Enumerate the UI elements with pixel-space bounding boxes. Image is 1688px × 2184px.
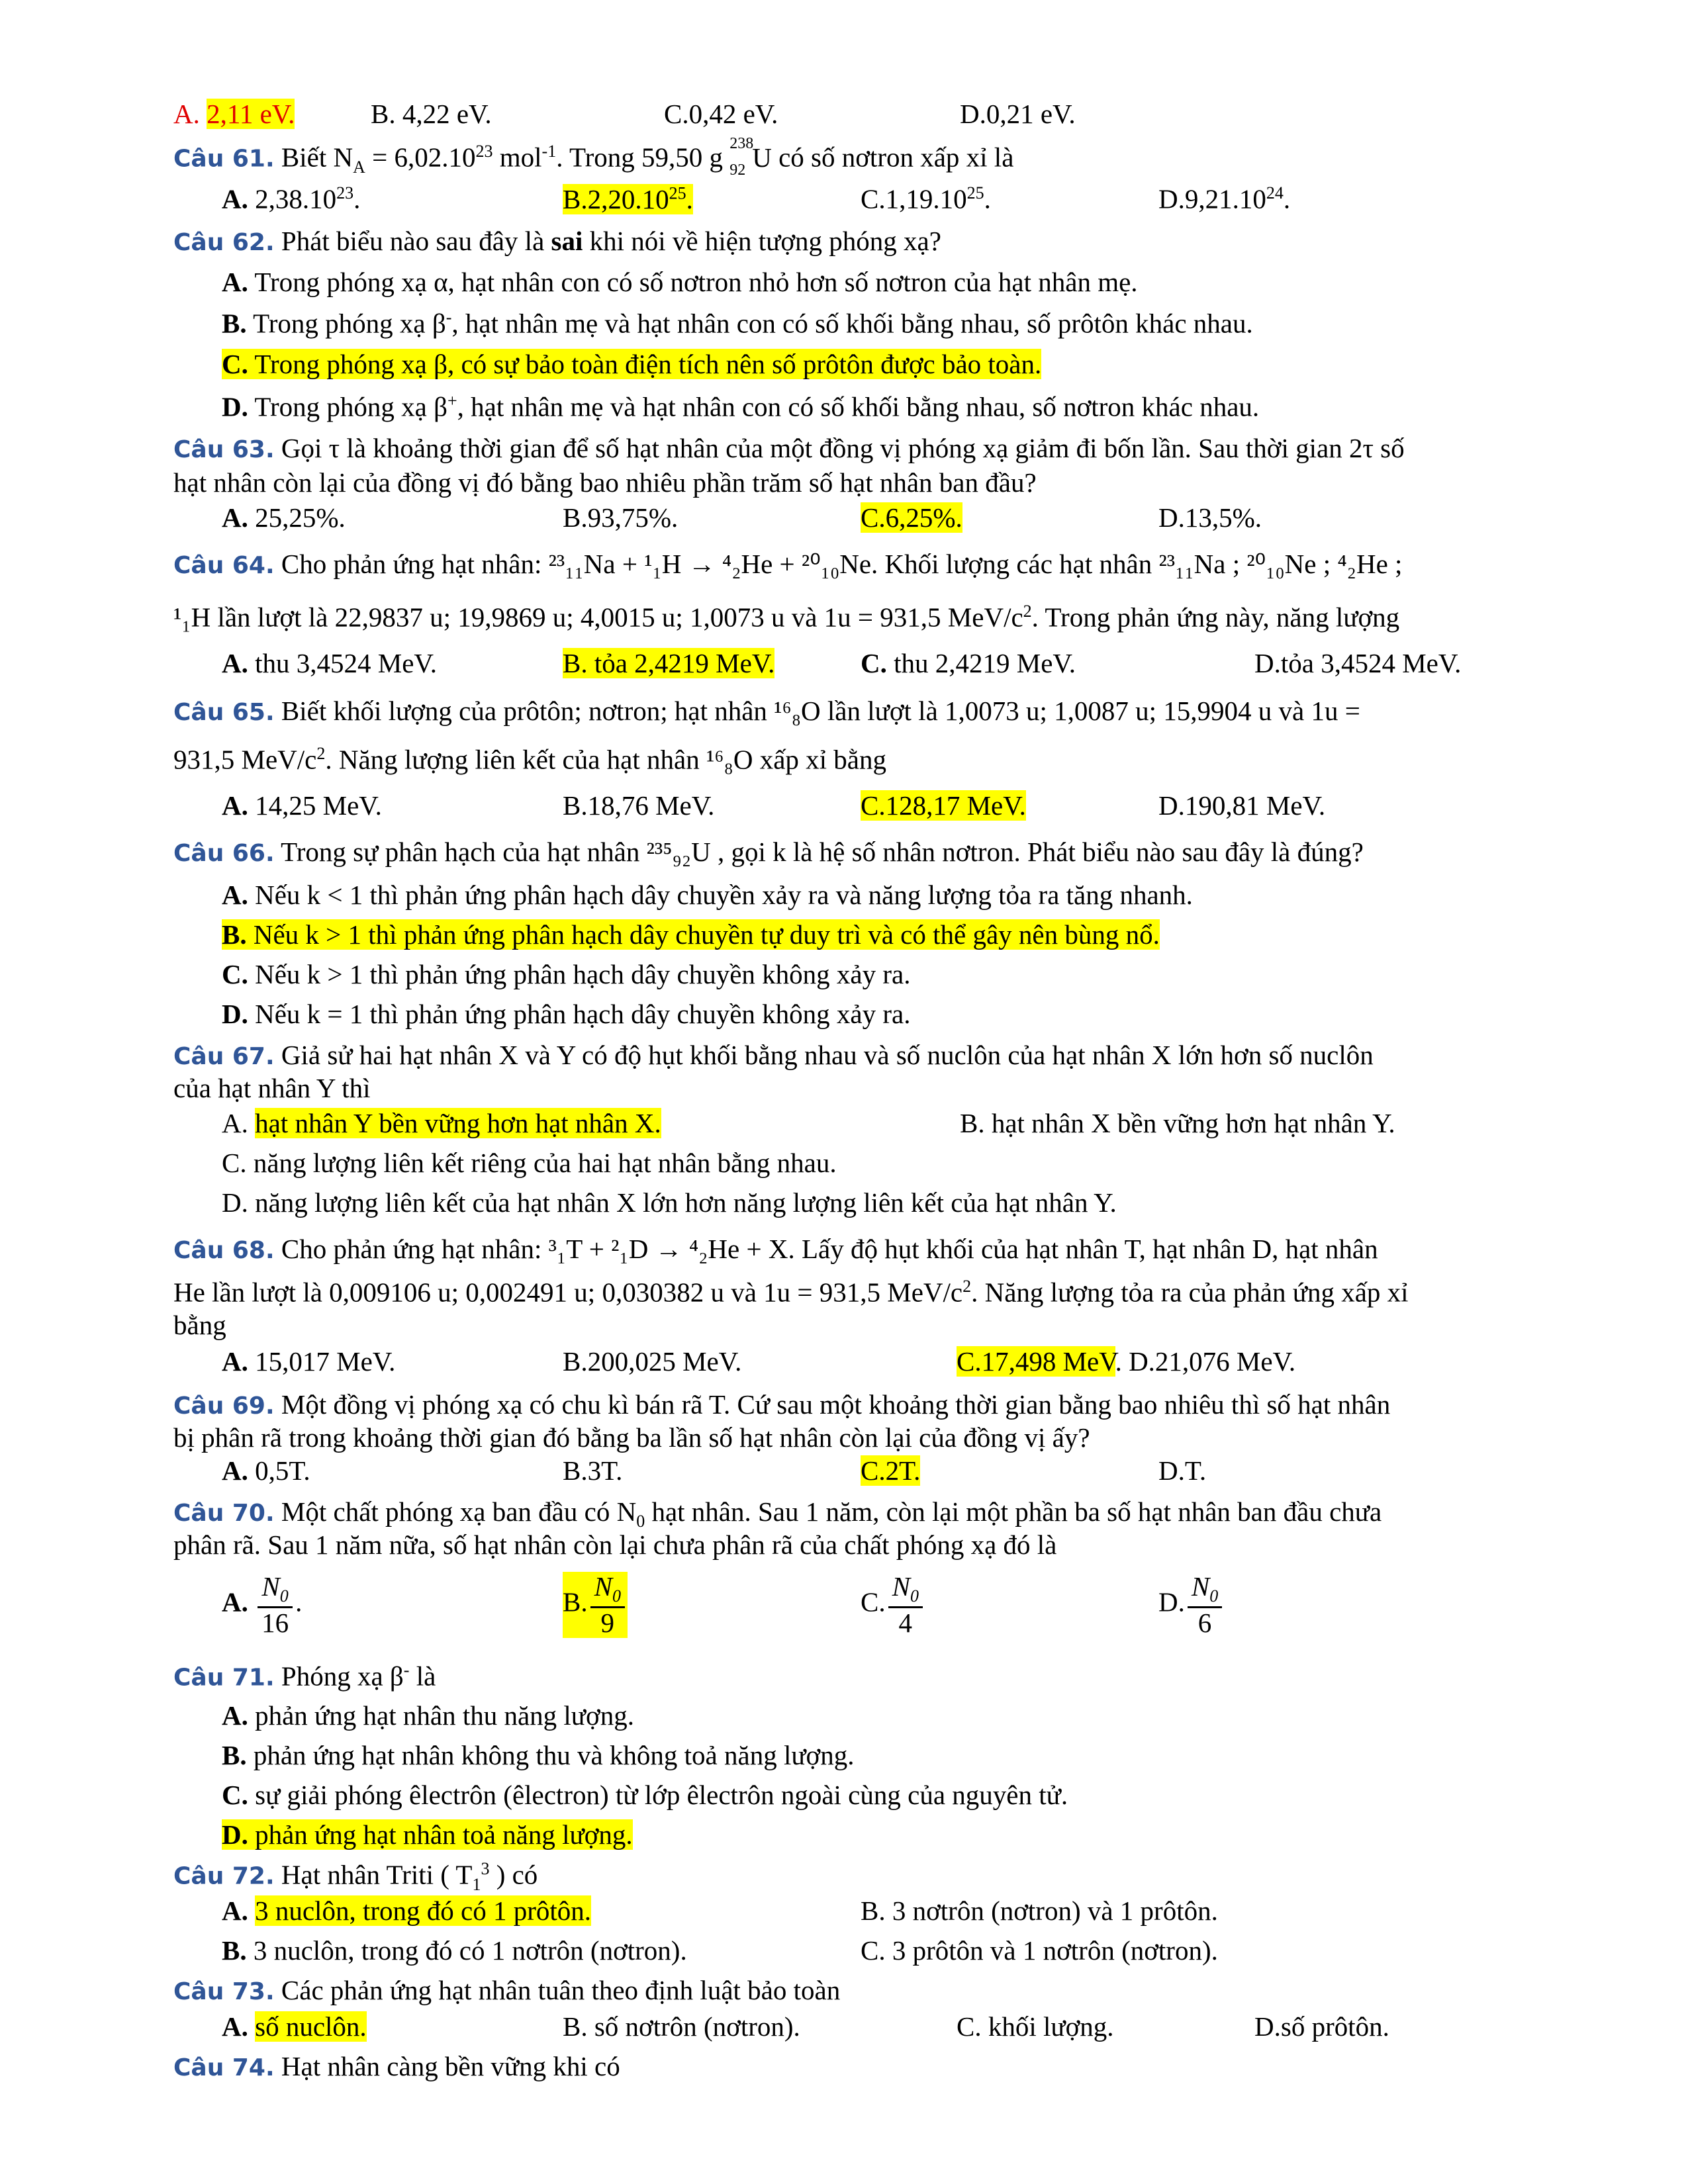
value: 25,25%. — [255, 502, 346, 533]
end: . — [984, 183, 991, 214]
label: B. — [222, 919, 247, 950]
q68-stem-1 — [173, 1234, 1378, 1264]
value: 15,017 MeV. — [255, 1346, 396, 1377]
label: A. — [222, 1586, 248, 1617]
text: Phát biểu nào sau đây là — [274, 226, 551, 256]
label: C. — [222, 349, 248, 379]
q73-option-c: C. khối lượng. — [957, 2011, 1114, 2042]
value: C.2T. — [861, 1455, 921, 1486]
q63-option-b: B.93,75%. — [563, 502, 679, 533]
label: D. — [1158, 1586, 1185, 1617]
label: A. — [222, 1700, 248, 1731]
q61-stem — [173, 134, 1014, 179]
mass-number: 238 — [729, 134, 754, 152]
sup: - — [445, 308, 452, 327]
value: , hạt nhân mẹ và hạt nhân con có số khối bằng nhau, số prôtôn khác nhau. — [451, 308, 1253, 339]
q68-option-a — [222, 1347, 395, 1377]
sub: 0 — [1209, 1586, 1219, 1606]
q67-option-a — [222, 1109, 661, 1138]
q63-stem-2: hạt nhân còn lại của đồng vị đó bằng bao nhiêu phần trăm số hạt nhân ban đầu? — [173, 467, 1037, 498]
q73-option-d: D.số prôtôn. — [1254, 2011, 1389, 2042]
sub: 0 — [636, 1512, 645, 1531]
q66-stem — [173, 837, 1364, 867]
label: A. — [222, 1895, 248, 1926]
question-number: Câu 69. — [173, 1392, 275, 1420]
question-number: Câu 62. — [173, 229, 275, 256]
q61-sup-1: 23 — [475, 142, 493, 161]
q68-option-b: B.200,025 MeV. — [563, 1346, 742, 1377]
value: Nếu k > 1 thì phản ứng phân hạch dây chuyền tự duy trì và có thể gây nên bùng nổ. — [253, 919, 1160, 950]
q64-option-c — [861, 649, 1076, 678]
q70-option-c — [861, 1572, 925, 1638]
q70-stem-1 — [173, 1497, 1382, 1531]
q63-option-c — [861, 503, 962, 533]
q65-stem-2 — [173, 745, 886, 775]
q61-sub: A — [353, 157, 365, 177]
q67-option-b: B. hạt nhân X bền vững hơn hạt nhân Y. — [960, 1108, 1395, 1138]
q71-stem — [173, 1661, 436, 1692]
value: D.9,21.10 — [1158, 183, 1266, 214]
sup: 3 — [481, 1859, 490, 1878]
question-number: Câu 72. — [173, 1862, 275, 1890]
q67-option-c: C. năng lượng liên kết riêng của hai hạt nhân bằng nhau. — [222, 1148, 837, 1178]
sup: 2 — [316, 744, 326, 763]
sub: 0 — [612, 1586, 621, 1606]
hydrogen-nuclide: ¹₁H — [173, 602, 211, 633]
q62-option-c — [222, 349, 1041, 379]
text: He lần lượt là 0,009106 u; 0,002491 u; 0,030382 u và 1u = 931,5 MeV/c — [173, 1277, 963, 1308]
value: Trong phóng xạ β — [254, 391, 447, 422]
value: C.128,17 MeV. — [861, 790, 1026, 821]
q71-option-c — [222, 1780, 1068, 1810]
fraction — [1188, 1572, 1222, 1638]
label: A. — [222, 1455, 248, 1486]
q60-option-a: 2,11 eV. — [207, 99, 295, 129]
label: D. — [222, 391, 248, 422]
q68-option-c — [957, 1347, 1295, 1377]
numerator: N — [1191, 1571, 1210, 1602]
value: Trong phóng xạ β — [253, 308, 446, 339]
label: C. — [222, 959, 248, 989]
q65-option-c — [861, 791, 1026, 821]
q73-stem — [173, 1976, 840, 2005]
text: . Lấy độ hụt khối của hạt nhân T, hạt nhân D, hạt nhân — [788, 1234, 1378, 1264]
q68-stem-3: bằng — [173, 1310, 226, 1340]
value: 3 nuclôn, trong đó có 1 prôtôn. — [255, 1895, 591, 1926]
q72-option-c: C. 3 prôtôn và 1 nơtrôn (nơtron). — [861, 1935, 1218, 1966]
label: D. — [222, 999, 248, 1029]
question-number: Câu 63. — [173, 436, 275, 463]
text: Cho phản ứng hạt nhân: — [274, 1234, 549, 1264]
q61-text-3: mol — [492, 142, 542, 173]
numerator: N — [594, 1571, 612, 1602]
q66-option-b — [222, 920, 1160, 950]
q65-option-d: D.190,81 MeV. — [1158, 790, 1326, 821]
q61-text-2: = 6,02.10 — [365, 142, 476, 173]
text: . Năng lượng tỏa ra của phản ứng xấp xỉ — [971, 1277, 1409, 1308]
value: , hạt nhân mẹ và hạt nhân con có số khối bằng nhau, số nơtron khác nhau. — [457, 391, 1260, 422]
q67-stem-1 — [173, 1040, 1374, 1070]
value: C.17,498 MeV — [957, 1346, 1115, 1377]
q61-text-5: có số nơtron xấp xỉ là — [771, 142, 1014, 173]
text: xấp xỉ bằng — [753, 744, 887, 775]
label: C. — [861, 1586, 886, 1617]
q72-stem — [173, 1860, 538, 1894]
q69-option-a — [222, 1456, 310, 1486]
denominator: 9 — [600, 1607, 615, 1638]
reaction-equation: ³₁T + ²₁D → ⁴₂He + X — [548, 1234, 788, 1264]
text: Hạt nhân càng bền vững khi có — [274, 2051, 620, 2081]
q72-option-b-right: B. 3 nơtrôn (nơtron) và 1 prôtôn. — [861, 1895, 1218, 1926]
q72-option-b — [222, 1936, 687, 1966]
sup: - — [403, 1661, 410, 1680]
end: . — [353, 183, 361, 214]
sup: 23 — [336, 183, 354, 203]
question-number: Câu 73. — [173, 1978, 275, 2005]
value: Trong phóng xạ α, hạt nhân con có số nơtron nhỏ hơn số nơtron của hạt nhân mẹ. — [254, 267, 1138, 297]
text: . Trong phản ứng này, năng lượng — [1031, 602, 1400, 633]
q73-option-a — [222, 2012, 367, 2042]
text: 931,5 MeV/c — [173, 744, 317, 775]
label: A. — [222, 2011, 248, 2042]
q66-option-a — [222, 880, 1193, 910]
q62-option-d — [222, 392, 1259, 422]
q64-stem-2 — [173, 602, 1399, 633]
fraction — [888, 1572, 923, 1638]
end: . — [1283, 183, 1291, 214]
fraction — [258, 1572, 293, 1638]
q63-stem-1 — [173, 433, 1405, 463]
text: khi nói về hiện tượng phóng xạ? — [583, 226, 941, 256]
numerator: N — [892, 1571, 910, 1602]
question-number: Câu 74. — [173, 2054, 275, 2081]
emphasis: sai — [551, 226, 583, 256]
text: Gọi τ là khoảng thời gian để số hạt nhân của một đồng vị phóng xạ giảm đi bốn lần. Sau thời gian 2τ số — [274, 433, 1405, 463]
value: phản ứng hạt nhân toả năng lượng. — [255, 1819, 633, 1850]
q64-option-b — [563, 649, 774, 678]
sup: + — [447, 391, 457, 410]
q61-text-1: Biết N — [274, 142, 353, 173]
value: C.6,25%. — [861, 502, 962, 533]
q61-text-4: . Trong 59,50 g — [556, 142, 730, 173]
q66-option-c — [222, 960, 910, 989]
q65-option-b: B.18,76 MeV. — [563, 790, 715, 821]
label: B. — [222, 1935, 247, 1966]
label: D. — [222, 1819, 248, 1850]
value: thu 2,4219 MeV. — [894, 648, 1076, 678]
question-number: Câu 68. — [173, 1237, 275, 1264]
text: Trong sự phân hạch của hạt nhân — [274, 837, 647, 867]
q61-option-b — [563, 184, 693, 214]
q64-option-d: D.tỏa 3,4524 MeV. — [1254, 648, 1462, 678]
q65-stem-1 — [173, 696, 1360, 726]
text: Một chất phóng xạ ban đầu có N — [274, 1496, 637, 1527]
q68-option-d: D.21,076 MeV. — [1121, 1346, 1296, 1377]
symbol: T — [455, 1859, 473, 1890]
q61-option-d — [1158, 184, 1290, 214]
text: Một đồng vị phóng xạ có chu kì bán rã T. Cứ sau một khoảng thời gian bằng bao nhiêu thì số hạt nhân — [274, 1389, 1391, 1420]
value: B. tỏa 2,4219 MeV. — [563, 648, 775, 678]
q64-stem-1 — [173, 549, 1402, 579]
q71-option-b — [222, 1741, 855, 1770]
q71-option-a — [222, 1701, 634, 1731]
value: phản ứng hạt nhân không thu và không toả năng lượng. — [253, 1740, 855, 1770]
label: A. — [222, 267, 248, 297]
text: , gọi k là hệ số nhân nơtron. Phát biểu nào sau đây là đúng? — [710, 837, 1364, 867]
q62-stem — [173, 226, 941, 256]
label: A. — [222, 790, 248, 821]
end: . — [1115, 1346, 1122, 1377]
value: Nếu k > 1 thì phản ứng phân hạch dây chuyền không xảy ra. — [255, 959, 911, 989]
sub: 0 — [279, 1586, 289, 1606]
value: sự giải phóng êlectrôn (êlectron) từ lớp êlectrôn ngoài cùng của nguyên tử. — [255, 1780, 1068, 1810]
oxygen-nuclide: ¹⁶₈O — [706, 744, 753, 775]
end: . — [686, 183, 693, 214]
label: A. — [222, 1346, 248, 1377]
oxygen-nuclide: ¹⁶₈O — [774, 696, 821, 726]
reaction-equation: ²³₁₁Na + ¹₁H → ⁴₂He + ²⁰₁₀Ne — [548, 549, 872, 579]
q70-option-b — [563, 1572, 628, 1638]
denominator: 6 — [1197, 1607, 1212, 1638]
question-number: Câu 61. — [173, 145, 275, 173]
symbol: U — [752, 142, 772, 173]
q60-option-d: D.0,21 eV. — [960, 99, 1076, 129]
denominator: 16 — [261, 1607, 289, 1638]
question-number: Câu 65. — [173, 699, 275, 726]
sup: 2 — [1023, 602, 1032, 621]
sup: 25 — [669, 183, 686, 203]
q60-option-a-label: A. — [173, 99, 207, 129]
question-number: Câu 66. — [173, 840, 275, 867]
text: Biết khối lượng của prôtôn; nơtron; hạt nhân — [274, 696, 774, 726]
label: A. — [222, 880, 248, 910]
q71-option-d — [222, 1820, 633, 1850]
text: Hạt nhân Triti ( — [274, 1859, 456, 1890]
label: B. — [222, 308, 247, 339]
text: lần lượt là 1,0073 u; 1,0087 u; 15,9904 u và 1u = — [820, 696, 1360, 726]
q61-sup-2: -1 — [541, 142, 557, 161]
uranium-nuclide — [729, 134, 772, 179]
value: phản ứng hạt nhân thu năng lượng. — [255, 1700, 634, 1731]
text: hạt nhân. Sau 1 năm, còn lại một phần ba số hạt nhân ban đầu chưa — [645, 1496, 1382, 1527]
q61-option-c — [861, 184, 991, 214]
question-number: Câu 71. — [173, 1664, 275, 1692]
text: Các phản ứng hạt nhân tuân theo định luật bảo toàn — [274, 1975, 841, 2005]
text: Giả sử hai hạt nhân X và Y có độ hụt khối bằng nhau và số nuclôn của hạt nhân X lớn hơn số nuclôn — [274, 1040, 1374, 1070]
q62-option-a — [222, 267, 1138, 297]
q69-option-d: D.T. — [1158, 1455, 1207, 1486]
q70-option-d — [1158, 1572, 1225, 1638]
value: 3 nuclôn, trong đó có 1 nơtrôn (nơtron). — [253, 1935, 687, 1966]
text: Cho phản ứng hạt nhân: — [274, 549, 549, 579]
q70-option-a: A. $\frac{N_0}{16}$ . — [222, 1571, 303, 1638]
value: Trong phóng xạ β, có sự bảo toàn điện tích nên số prôtôn được bảo toàn. — [254, 349, 1042, 379]
sup: 2 — [962, 1277, 972, 1296]
label: A. — [222, 1108, 256, 1138]
q63-option-d: D.13,5%. — [1158, 502, 1262, 533]
uranium-nuclide: ²³⁵₉₂U — [646, 837, 711, 867]
value: Nếu k < 1 thì phản ứng phân hạch dây chuyền xảy ra và năng lượng tỏa ra tăng nhanh. — [255, 880, 1193, 910]
denominator: 4 — [898, 1607, 913, 1638]
value: 0,5T. — [255, 1455, 310, 1486]
q60-option-b: B. 4,22 eV. — [371, 99, 492, 129]
sub: 0 — [910, 1586, 919, 1606]
value: C.1,19.10 — [861, 183, 967, 214]
sub: 1 — [472, 1874, 481, 1894]
value: Nếu k = 1 thì phản ứng phân hạch dây chuyền không xảy ra. — [255, 999, 911, 1029]
q62-option-b — [222, 308, 1253, 339]
value: 14,25 MeV. — [255, 790, 382, 821]
value: số nuclôn. — [255, 2011, 367, 2042]
value: thu 3,4524 MeV. — [255, 648, 437, 678]
label: C. — [861, 648, 887, 678]
q69-option-c — [861, 1456, 920, 1486]
nuclides: ²³₁₁Na ; ²⁰₁₀Ne ; ⁴₂He ; — [1158, 549, 1403, 579]
q69-option-b: B.3T. — [563, 1455, 623, 1486]
atomic-number: 92 — [729, 161, 746, 179]
q67-stem-2: của hạt nhân Y thì — [173, 1073, 371, 1103]
q67-option-d: D. năng lượng liên kết của hạt nhân X lớn hơn năng lượng liên kết của hạt nhân Y. — [222, 1187, 1117, 1218]
question-number: Câu 70. — [173, 1500, 275, 1527]
label-a: A. — [222, 183, 248, 214]
q65-option-a — [222, 791, 382, 821]
q60-options — [173, 99, 295, 129]
label: A. — [222, 502, 248, 533]
sup: 25 — [966, 183, 984, 203]
q69-stem-2: bị phân rã trong khoảng thời gian đó bằng ba lần số hạt nhân còn lại của đồng vị ấy? — [173, 1422, 1090, 1453]
text: ) có — [489, 1859, 538, 1890]
q74-stem — [173, 2052, 620, 2081]
label: B. — [222, 1740, 247, 1770]
text: . Khối lượng các hạt nhân — [871, 549, 1159, 579]
q61-option-a — [222, 184, 360, 214]
numerator: N — [261, 1571, 280, 1602]
sup: 24 — [1266, 183, 1284, 203]
q60-option-c: C.0,42 eV. — [664, 99, 778, 129]
text: Phóng xạ β — [274, 1661, 404, 1692]
value: 2,38.10 — [255, 183, 337, 214]
q68-stem-2 — [173, 1277, 1409, 1308]
label: A. — [222, 648, 248, 678]
question-number: Câu 67. — [173, 1043, 275, 1070]
q63-option-a — [222, 503, 346, 533]
q66-option-d — [222, 999, 910, 1029]
text: . Năng lượng liên kết của hạt nhân — [325, 744, 706, 775]
label: B. — [563, 1586, 588, 1617]
text: là — [409, 1661, 436, 1692]
fraction — [590, 1572, 625, 1638]
q69-stem-1 — [173, 1390, 1390, 1420]
question-number: Câu 64. — [173, 552, 275, 579]
q73-option-b: B. số nơtrôn (nơtron). — [563, 2011, 800, 2042]
text: lần lượt là 22,9837 u; 19,9869 u; 4,0015 u; 1,0073 u và 1u = 931,5 MeV/c — [211, 602, 1023, 633]
value: B.2,20.10 — [563, 183, 669, 214]
q64-option-a — [222, 649, 437, 678]
q70-stem-2: phân rã. Sau 1 năm nữa, số hạt nhân còn lại chưa phân rã của chất phóng xạ đó là — [173, 1529, 1057, 1560]
label: C. — [222, 1780, 248, 1810]
value: hạt nhân Y bền vững hơn hạt nhân X. — [255, 1108, 661, 1138]
q72-option-a — [222, 1896, 591, 1926]
